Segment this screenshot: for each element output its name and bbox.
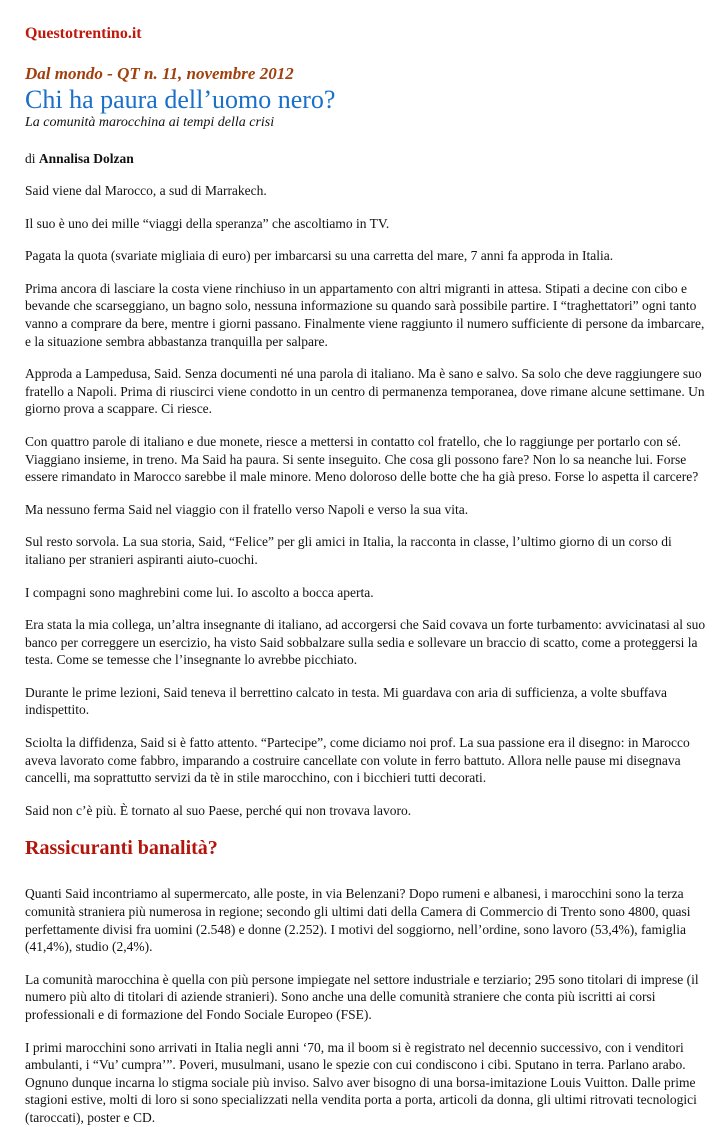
paragraph: Ma nessuno ferma Said nel viaggio con il fratello verso Napoli e verso la sua vita.: [25, 501, 469, 517]
byline-prefix: di: [25, 151, 39, 166]
section-title: Rassicuranti banalità?: [25, 837, 218, 860]
article-subtitle: La comunità marocchina ai tempi della crisi: [25, 115, 275, 130]
paragraph: La comunità marocchina è quella con più persone impiegate nel settore industriale e terziario; 295 sono titolari di imprese (il numero più alto di titolari di aziende stranieri). Sono anche una delle comunità straniere che conta più iscritti ai corsi professionali e di formazione del Fondo Sociale Europeo (FSE).: [25, 971, 699, 1022]
paragraph: Con quattro parole di italiano e due monete, riesce a mettersi in contatto col fratello, che lo raggiunge per portarlo con sé. Viaggiano insieme, in treno. Ma Said ha paura. Si sente inseguito. Che cosa gli possono fare? Non lo sa neanche lui. Forse essere rimandato in Marocco sarebbe il male minore. Meno doloroso delle botte che ha già preso. Forse lo aspetta il carcere?: [25, 433, 699, 485]
article-kicker: Dal mondo - QT n. 11, novembre 2012: [25, 64, 294, 83]
paragraph: Pagata la quota (svariate migliaia di euro) per imbarcarsi su una carretta del mare, 7 anni fa approda in Italia.: [25, 248, 614, 264]
byline: [25, 150, 705, 168]
paragraph: Said viene dal Marocco, a sud di Marrakech.: [25, 183, 267, 198]
paragraph: Il suo è uno dei mille “viaggi della speranza” che ascoltiamo in TV.: [25, 215, 390, 231]
paragraph: Sul resto sorvola. La sua storia, Said, “Felice” per gli amici in Italia, la racconta in classe, l’ultimo giorno di un corso di italiano per stranieri aspiranti aiuto-cuochi.: [25, 534, 672, 567]
paragraph: Era stata la mia collega, un’altra insegnante di italiano, ad accorgersi che Said covava un forte turbamento: avvicinatasi al suo banco per correggere un esercizio, ha visto Said sobbalzare sulla sedia e sollevare un braccio di scatto, come a proteggersi la testa. Come se temesse che l’insegnante lo avrebbe picchiato.: [25, 617, 706, 668]
site-name-link[interactable]: Questotrentino.it: [25, 25, 142, 42]
paragraph: Prima ancora di lasciare la costa viene rinchiuso in un appartamento con altri migranti in attesa. Stipati a decine con cibo e bevande che scarseggiano, un bagno solo, nessuna informazione su quando sarà possibile partire. I “traghettatori” ogni tanto vanno a comprare da bere, mentre i giorni passano. Finalmente viene raggiunto il numero sufficiente di persone da imbarcare, e la situazione sembra abbastanza tranquilla per salpare.: [25, 280, 705, 349]
paragraph: I compagni sono maghrebini come lui. Io ascolto a bocca aperta.: [25, 584, 374, 600]
article-title: Chi ha paura dell’uomo nero?: [25, 85, 336, 114]
author-name: Annalisa Dolzan: [38, 151, 134, 166]
paragraph: Approda a Lampedusa, Said. Senza documenti né una parola di italiano. Ma è sano e salvo. Sa solo che deve raggiungere suo fratello a Napoli. Prima di riuscirci viene condotto in un centro di permanenza temporanea, dove rimane alcune settimane. Un giorno prova a scappare. Ci riesce.: [25, 366, 705, 417]
paragraph: Durante le prime lezioni, Said teneva il berrettino calcato in testa. Mi guardava con aria di sufficienza, a volte sbuffava indispettito.: [25, 684, 668, 718]
paragraph: I primi marocchini sono arrivati in Italia negli anni ‘70, ma il boom si è registrato nel decennio successivo, con i venditori ambulanti, i “Vu’ cumpra’”. Poveri, musulmani, usano le spezie con cui condiscono i cibi. Sputano in terra. Parlano arabo. Ognuno dunque incarna lo stigma sociale più inviso. Salvo aver bisogno di una borsa-imitazione Louis Vuitton. Dalle prime stagioni estive, molti di loro si sono specializzati nella vendita porta a porta, articoli da donna, gli ultimi ritrovati tecnologici (taroccati), poster e CD.: [25, 1039, 697, 1125]
article-body: [25, 182, 707, 1127]
paragraph: Sciolta la diffidenza, Said si è fatto attento. “Partecipe”, come diciamo noi prof. La sua passione era il disegno: in Marocco aveva lavorato come fabbro, imparando a costruire cancellate con volute in ferro battuto. Allora nelle pause mi disegnava cancelli, ma soprattutto servizi da tè in stile marocchino, con i bicchieri tutti decorati.: [25, 735, 690, 786]
paragraph: Quanti Said incontriamo al supermercato, alle poste, in via Belenzani? Dopo rumeni e albanesi, i marocchini sono la terza comunità straniera più numerosa in regione; secondo gli ultimi dati della Camera di Commercio di Trento sono 4800, quasi perfettamente divisi fra uomini (2.548) e donne (2.252). I motivi del soggiorno, nell’ordine, sono lavoro (53,4%), famiglia (41,4%), studio (2,4%).: [25, 886, 691, 955]
paragraph: Said non c’è più. È tornato al suo Paese, perché qui non trovava lavoro.: [25, 802, 412, 818]
